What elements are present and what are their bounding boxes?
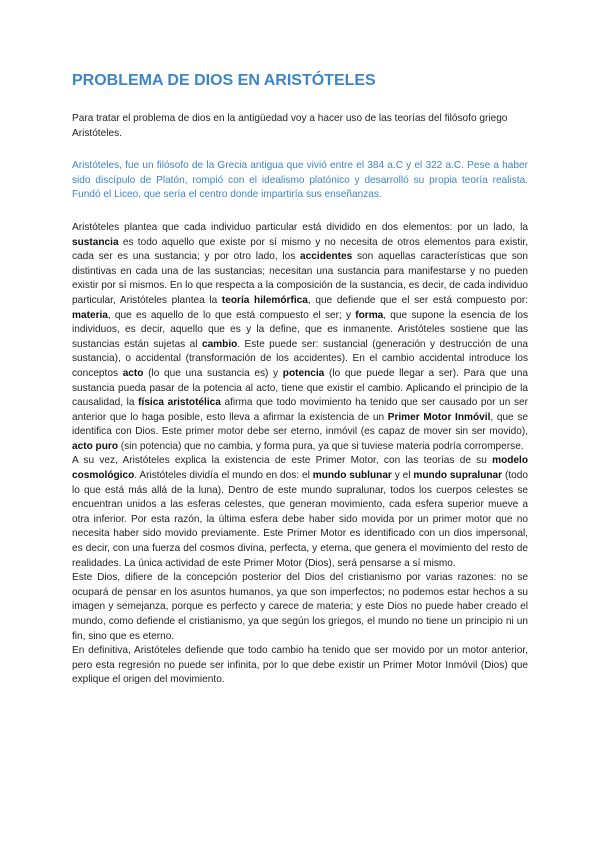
term-modelo-cosmologico: modelo cosmológico [72, 455, 528, 482]
term-accidentes: accidentes [300, 251, 353, 263]
text-run: , que se identifica con Dios. Este primer motor debe ser eterno, inmóvil (es capaz de mover sin ser movido), [72, 411, 528, 438]
text-run: . Este puede ser: sustancial (generación y destrucción de una sustancia), o accidental (transformación de los accidentes). En el cambio accidental introduce los conceptos [72, 338, 529, 379]
term-forma: forma [355, 309, 384, 321]
text-run: (todo lo que está más allá de la luna). Dentro de este mundo supralunar, todos los cuerpos celestes se encuentran unidos a las esferas celestes, que generan movimiento, cada esfera superior mueve a otra inferior. Por esta razón, la última esfera debe haber sido movida por un primer motor que no necesita haber sido movido previamente. Este Primer Motor es identificado con un dios impersonal, es decir, con una fuerza del cosmos divina, perfecta, y eterna, que genera el movimiento del resto de realidades. La única actividad de este Primer Motor (Dios), será pensarse a sí mismo. [72, 470, 528, 569]
term-fisica-aristotelica: física aristotélica [138, 397, 221, 409]
text-run: , que supone la esencia de los individuos, es decir, aquello que es y la define, que es inmanente. Aristóteles sostiene que las sustancias están sujetas al [72, 309, 528, 350]
text-run: A su vez, Aristóteles explica la existencia de este Primer Motor, con las teorías de su [72, 455, 493, 467]
body-text [72, 221, 528, 688]
term-materia: materia [72, 309, 108, 321]
paragraph-substance-theory [72, 221, 528, 455]
term-acto: acto [122, 367, 144, 379]
text-run: (sin potencia) que no cambia, y forma pura, ya que si tuviese materia podría corromperse. [117, 440, 524, 452]
text-run: son aquellas características que son distintivas en cada una de las sustancias; necesitan una sustancia para manifestarse y no pueden existir por sí mismos. En lo que respecta a la composición de la sustancia, es decir, de cada individuo particular, Aristóteles plantea la [72, 251, 528, 306]
text-run: , que es aquello de lo que está compuesto el ser; y [107, 309, 356, 321]
text-run: (lo que puede llegar a ser). Para que una sustancia pueda pasar de la potencia al acto, tiene que existir el cambio. Aplicando el principio de la causalidad, la [72, 367, 528, 409]
paragraph-conclusion: En definitiva, Aristóteles defiende que todo cambio ha tenido que ser movido por un motor anterior, pero esta regresión no puede ser infinita, por lo que debe existir un Primer Motor Inmóvil (Dios) que explique el origen del movimiento. [72, 645, 528, 686]
text-run: es todo aquello que existe por sí mismo y no necesita de otros elementos para existir, cada ser es una sustancia; y por otro lado, los [72, 236, 528, 263]
term-cambio: cambio [201, 338, 238, 350]
term-teoria-hilemorfica: teoría hilemórfica [221, 294, 308, 306]
paragraph-christian-comparison: Este Dios, difiere de la concepción posterior del Dios del cristianismo por varias razones: no se ocupará de pensar en los asuntos humanos, ya que son imperfectos; no podemos estar hechos a su imagen y semejanza, porque es perfecto y carece de materia; y este Dios no puede haber creado el mundo, como defiende el cristianismo, ya que según los griegos, el mundo no tiene un principio ni un fin, sino que es eterno. [72, 572, 528, 642]
intro-paragraph: Para tratar el problema de dios en la antigüedad voy a hacer uso de las teorías del filósofo griego Aristóteles. [72, 113, 508, 139]
term-sustancia: sustancia [72, 236, 119, 248]
text-run: . Aristóteles dividía el mundo en dos: el [134, 470, 313, 482]
term-primer-motor-inmovil: Primer Motor Inmóvil [387, 411, 491, 423]
paragraph-cosmological-model [72, 454, 528, 571]
term-acto-puro: acto puro [72, 440, 118, 452]
term-mundo-supralunar: mundo supralunar [413, 470, 503, 482]
text-run: (lo que una sustancia es) y [143, 367, 283, 379]
text-run: afirma que todo movimiento ha tenido que ser causado por un ser anterior que lo haga posible, esto lleva a afirmar la existencia de un [72, 397, 528, 423]
text-run: , que defiende que el ser está compuesto por: [307, 294, 528, 306]
biography-paragraph: Aristóteles, fue un filósofo de la Grecia antigua que vivió entre el 384 a.C y el 322 a.C. Pese a haber sido discípulo de Platón, rompió con el idealismo platónico y desarrolló su propia teoría realista. Fundó el Liceo, que sería el centro donde impartiría sus enseñanzas. [72, 160, 528, 201]
term-mundo-sublunar: mundo sublunar [312, 470, 392, 482]
text-run: y el [391, 470, 414, 482]
term-potencia: potencia [282, 367, 325, 379]
document-title: PROBLEMA DE DIOS EN ARISTÓTELES [72, 72, 376, 89]
text-run: Aristóteles plantea que cada individuo particular está dividido en dos elementos: por un lado, la [72, 221, 528, 233]
